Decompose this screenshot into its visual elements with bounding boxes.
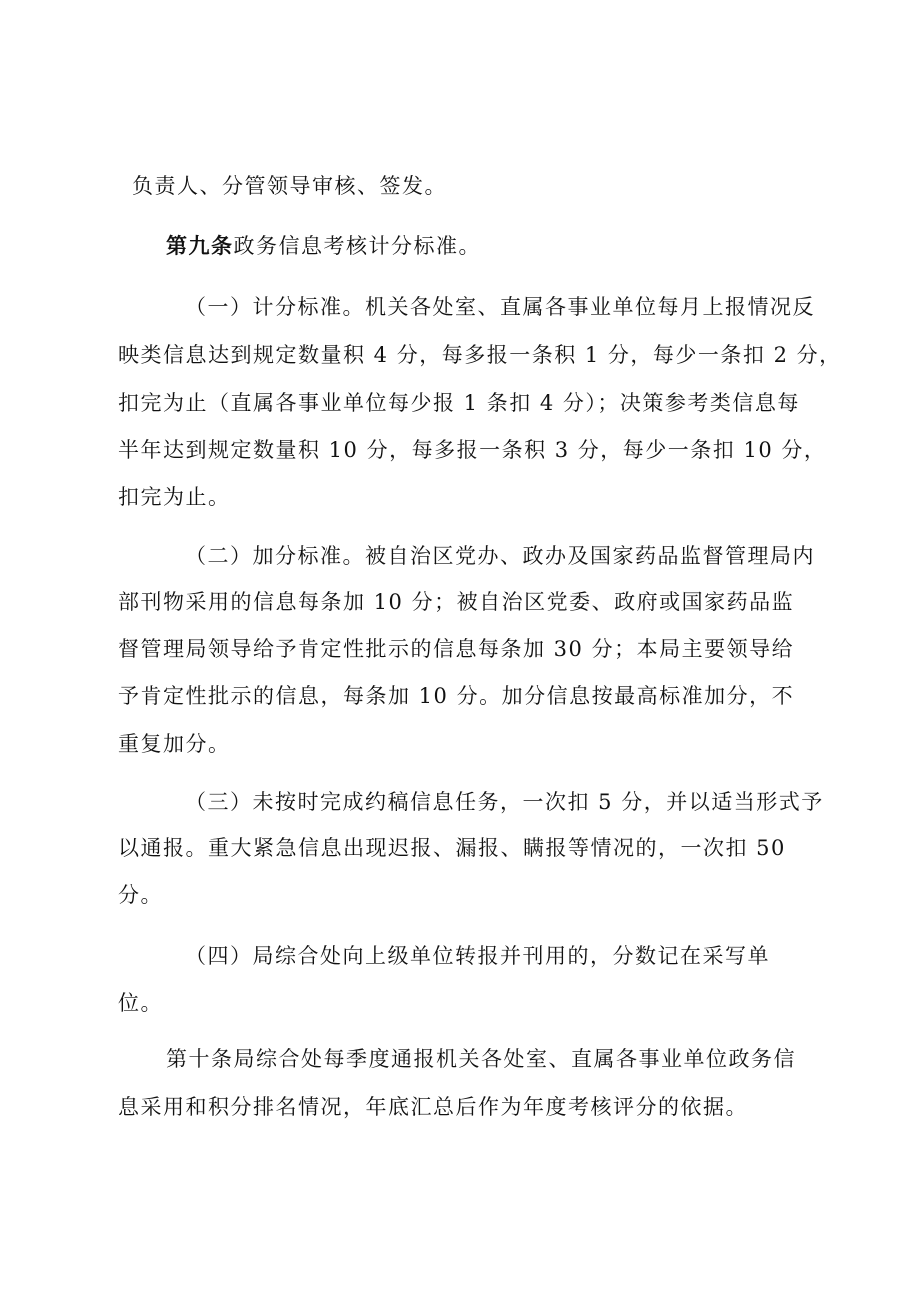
- text-line: 部刊物采用的信息每条加 10 分；被自治区党委、政府或国家药品监: [118, 590, 795, 614]
- text-line: （二）加分标准。被自治区党办、政办及国家药品监督管理局内: [185, 544, 815, 568]
- text-line: 映类信息达到规定数量积 4 分，每多报一条积 1 分，每少一条扣 2 分，: [118, 343, 842, 367]
- text-line: 以通报。重大紧急信息出现迟报、漏报、瞒报等情况的，一次扣 50: [118, 836, 786, 860]
- text-line: 息采用和积分排名情况，年底汇总后作为年度考核评分的依据。: [118, 1095, 748, 1119]
- text-line: 督管理局领导给予肯定性批示的信息每条加 30 分；本局主要领导给: [118, 637, 795, 661]
- article-9-title: 政务信息考核计分标准。: [233, 234, 481, 258]
- text-line: 扣完为止（直属各事业单位每少报 1 条扣 4 分）；决策参考类信息每: [118, 391, 800, 415]
- text-line: 位。: [118, 991, 163, 1015]
- text-line: 扣完为止。: [118, 485, 231, 509]
- article-9-line: [166, 231, 481, 261]
- text-line: 半年达到规定数量积 10 分，每多报一条积 3 分，每少一条扣 10 分，: [118, 438, 827, 462]
- text-line: 负责人、分管领导审核、签发。: [132, 174, 447, 198]
- text-line: 重复加分。: [118, 732, 231, 756]
- text-line: （四）局综合处向上级单位转报并刊用的，分数记在采写单: [185, 944, 770, 968]
- text-line: （一）计分标准。机关各处室、直属各事业单位每月上报情况反: [185, 295, 815, 319]
- text-line: 分。: [118, 883, 163, 907]
- text-line: 第十条局综合处每季度通报机关各处室、直属各事业单位政务信: [166, 1047, 796, 1071]
- text-line: （三）未按时完成约稿信息任务，一次扣 5 分，并以适当形式予: [185, 790, 824, 814]
- article-9-heading: 第九条: [166, 233, 234, 258]
- text-line: 予肯定性批示的信息，每条加 10 分。加分信息按最高标准加分，不: [118, 684, 795, 708]
